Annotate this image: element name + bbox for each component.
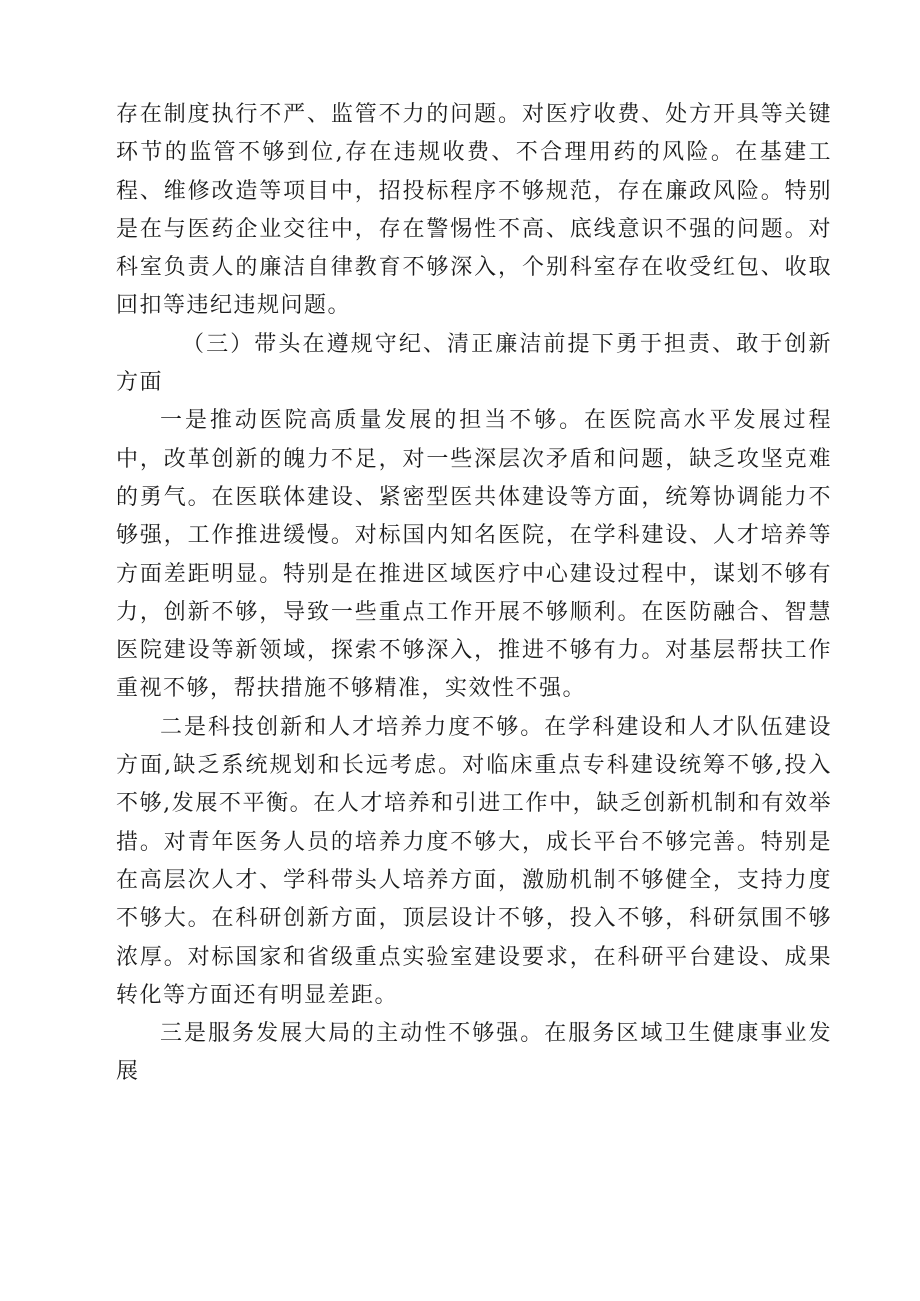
- body-paragraph-continued: 存在制度执行不严、监管不力的问题。对医疗收费、处方开具等关键环节的监管不够到位,存在违规收费、不合理用药的风险。在基建工程、维修改造等项目中，招投标程序不够规范，存在廉政风险。特别是在与医药企业交往中，存在警惕性不高、底线意识不强的问题。对科室负责人的廉洁自律教育不够深入，个别科室存在收受红包、收取回扣等违纪违规问题。: [116, 102, 832, 319]
- body-paragraph: 三是服务发展大局的主动性不够强。在服务区域卫生健康事业发展: [116, 1021, 832, 1085]
- body-paragraph: 一是推动医院高质量发展的担当不够。在医院高水平发展过程中，改革创新的魄力不足，对一些深层次矛盾和问题，缺乏攻坚克难的勇气。在医联体建设、紧密型医共体建设等方面，统筹协调能力不够强，工作推进缓慢。对标国内知名医院，在学科建设、人才培养等方面差距明显。特别是在推进区域医疗中心建设过程中，谋划不够有力，创新不够，导致一些重点工作开展不够顺利。在医防融合、智慧医院建设等新领域，探索不够深入，推进不够有力。对基层帮扶工作重视不够，帮扶措施不够精准，实效性不强。: [116, 408, 832, 702]
- section-heading: （三）带头在遵规守纪、清正廉洁前提下勇于担责、敢于创新方面: [116, 331, 832, 396]
- body-paragraph: 二是科技创新和人才培养力度不够。在学科建设和人才队伍建设方面,缺乏系统规划和长远考虑。对临床重点专科建设统筹不够,投入不够,发展不平衡。在人才培养和引进工作中，缺乏创新机制和有效举措。对青年医务人员的培养力度不够大，成长平台不够完善。特别是在高层次人才、学科带头人培养方面，激励机制不够健全，支持力度不够大。在科研创新方面，顶层设计不够，投入不够，科研氛围不够浓厚。对标国家和省级重点实验室建设要求，在科研平台建设、成果转化等方面还有明显差距。: [116, 714, 832, 1008]
